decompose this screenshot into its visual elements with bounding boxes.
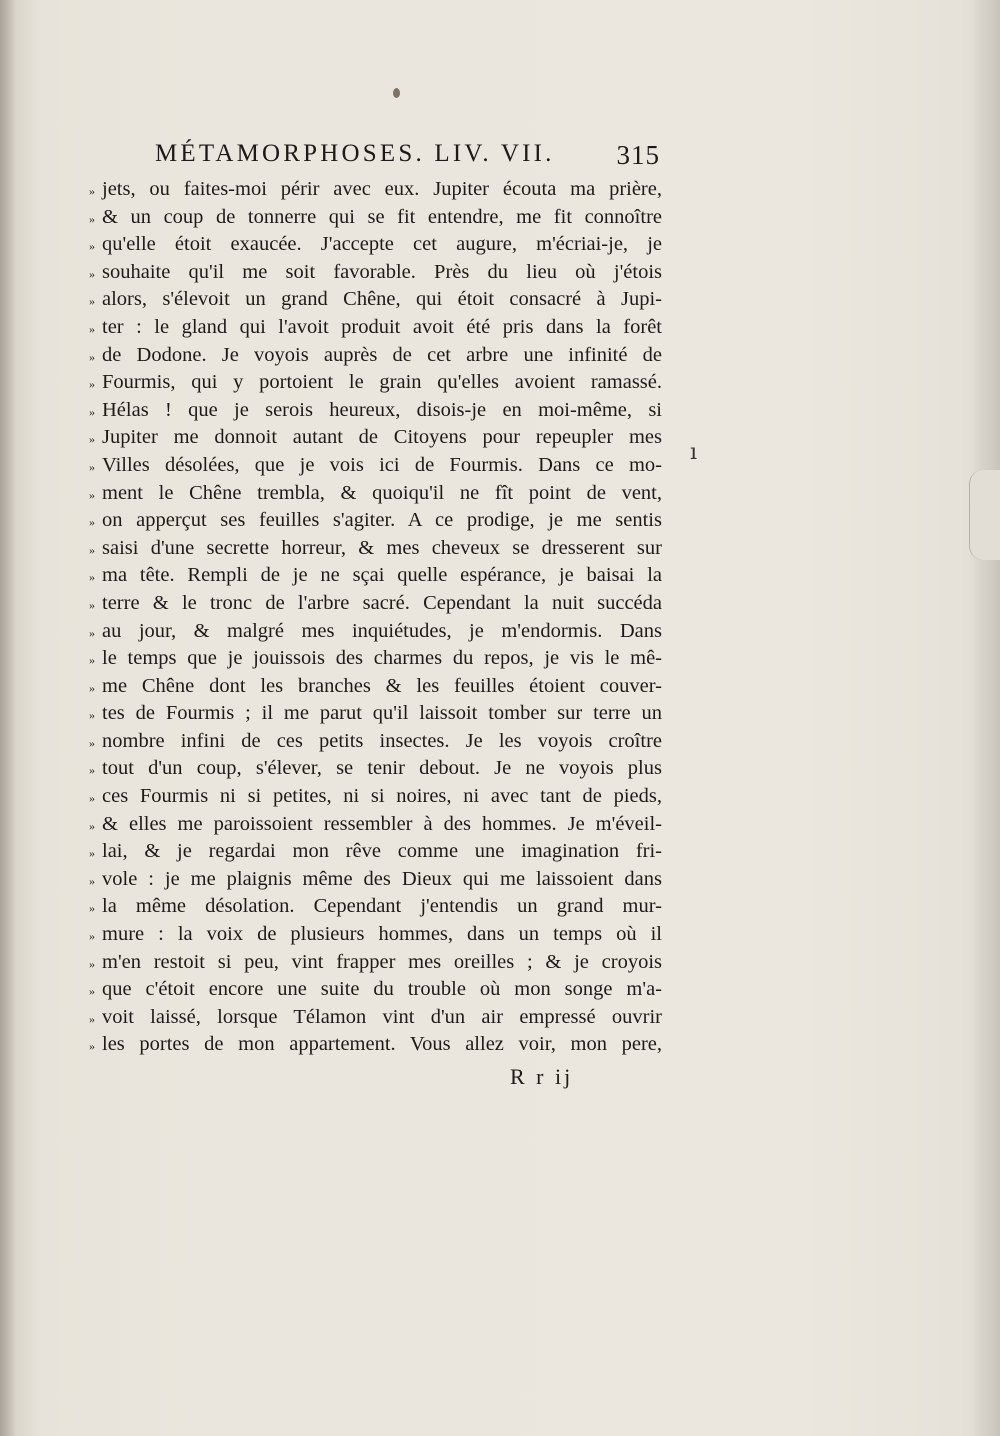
line-text: mure : la voix de plusieurs hommes, dans un temps où il (102, 923, 662, 946)
quotation-mark: » (89, 653, 95, 668)
quotation-mark: » (89, 873, 95, 888)
text-line (82, 673, 662, 701)
quotation-mark: » (89, 901, 95, 916)
quotation-mark: » (89, 184, 95, 198)
text-line (82, 921, 662, 949)
line-text: ment le Chêne trembla, & quoiqu'il ne fît point de vent, (102, 481, 662, 504)
line-text: Fourmis, qui y portoient le grain qu'elles avoient ramassé. (102, 371, 662, 394)
text-line (82, 590, 662, 618)
line-text: au jour, & malgré mes inquiétudes, je m'endormis. Dans (102, 619, 662, 642)
text-line (82, 259, 662, 287)
quotation-mark: » (89, 984, 95, 999)
text-line (82, 838, 662, 866)
line-text: nombre infini de ces petits insectes. Je les voyois croître (102, 729, 662, 752)
quotation-mark: » (89, 1039, 95, 1054)
text-line (82, 618, 662, 646)
quotation-mark: » (89, 432, 95, 447)
text-line (82, 893, 662, 921)
quotation-mark: » (89, 708, 95, 723)
quotation-mark: » (89, 597, 95, 612)
text-line (82, 562, 662, 590)
line-text: que c'étoit encore une suite du trouble où mon songe m'a- (102, 978, 662, 1001)
text-line (82, 783, 662, 811)
line-text: Jupiter me donnoit autant de Citoyens pour repeupler mes (102, 426, 662, 449)
page-header (155, 140, 660, 176)
line-text: la même désolation. Cependant j'entendis un grand mur- (102, 895, 662, 918)
quotation-mark: » (89, 349, 95, 364)
text-line (82, 204, 662, 232)
ink-speck (393, 88, 400, 98)
line-text: jets, ou faites-moi périr avec eux. Jupiter écouta ma prière, (102, 178, 662, 200)
quotation-mark: » (89, 377, 95, 392)
text-line (82, 342, 662, 370)
text-line (82, 976, 662, 1004)
quotation-mark: » (89, 459, 95, 474)
binding-gutter (0, 0, 16, 1436)
line-text: le temps que je jouissois des charmes du repos, je vis le mê- (102, 647, 662, 670)
quotation-mark: » (89, 404, 95, 419)
text-line (82, 507, 662, 535)
line-text: terre & le tronc de l'arbre sacré. Cependant la nuit succéda (102, 591, 662, 614)
text-line (82, 811, 662, 839)
quotation-mark: » (89, 818, 95, 833)
text-line (82, 480, 662, 508)
text-line (82, 397, 662, 425)
quotation-mark: » (89, 266, 95, 281)
line-text: & un coup de tonnerre qui se fit entendre, me fit connoître (102, 205, 662, 228)
line-text: qu'elle étoit exaucée. J'accepte cet augure, m'écriai-je, je (102, 233, 662, 256)
text-line (82, 369, 662, 397)
quotation-mark: » (89, 542, 95, 557)
text-line (82, 231, 662, 259)
line-text: ter : le gland qui l'avoit produit avoit été pris dans la forêt (102, 315, 662, 338)
quotation-mark: » (89, 763, 95, 778)
quotation-mark: » (89, 680, 95, 695)
page-edge (972, 0, 1000, 1436)
quotation-mark: » (89, 294, 95, 309)
line-text: ma tête. Rempli de je ne sçai quelle espérance, je baisai la (102, 564, 662, 587)
quotation-mark: » (89, 239, 95, 254)
text-line (82, 424, 662, 452)
line-text: vole : je me plaignis même des Dieux qui me laissoient dans (102, 867, 662, 890)
text-line (82, 286, 662, 314)
quotation-mark: » (89, 846, 95, 861)
text-line (82, 1004, 662, 1032)
quotation-mark: » (89, 625, 95, 640)
line-text: souhaite qu'il me soit favorable. Près du lieu où j'étois (102, 260, 662, 283)
text-line (82, 866, 662, 894)
page-number: 315 (616, 140, 660, 170)
page-tab-notch (969, 470, 1000, 560)
line-text: alors, s'élevoit un grand Chêne, qui étoit consacré à Jupi- (102, 288, 662, 311)
quotation-mark: » (89, 1011, 95, 1026)
line-text: ces Fourmis ni si petites, ni si noires, ni avec tant de pieds, (102, 785, 662, 808)
line-text: Hélas ! que je serois heureux, disois-je en moi-même, si (102, 398, 662, 421)
text-line (82, 700, 662, 728)
line-text: Villes désolées, que je vois ici de Fourmis. Dans ce mo- (102, 453, 662, 476)
text-line (82, 755, 662, 783)
quotation-mark: » (89, 211, 95, 226)
line-text: me Chêne dont les branches & les feuilles étoient couver- (102, 674, 662, 697)
text-line (82, 535, 662, 563)
text-line (82, 176, 662, 204)
quotation-mark: » (89, 321, 95, 336)
line-text: m'en restoit si peu, vint frapper mes oreilles ; & je croyois (102, 950, 662, 973)
line-text: les portes de mon appartement. Vous allez voir, mon pere, (102, 1033, 662, 1056)
margin-mark: ı (690, 440, 698, 465)
text-line (82, 645, 662, 673)
line-text: tout d'un coup, s'élever, se tenir debout. Je ne voyois plus (102, 757, 662, 780)
quotation-mark: » (89, 735, 95, 750)
line-text: saisi d'une secrette horreur, & mes cheveux se dresserent sur (102, 536, 662, 559)
line-text: & elles me paroissoient ressembler à des hommes. Je m'éveil- (102, 812, 662, 835)
line-text: lai, & je regardai mon rêve comme une imagination fri- (102, 840, 662, 863)
line-text: de Dodone. Je voyois auprès de cet arbre une infinité de (102, 343, 662, 366)
quotation-mark: » (89, 929, 95, 944)
quotation-mark: » (89, 956, 95, 971)
signature-mark: R r ij (510, 1064, 574, 1089)
text-line (82, 452, 662, 480)
body-text (82, 176, 662, 1059)
quotation-mark: » (89, 791, 95, 806)
quotation-mark: » (89, 515, 95, 530)
line-text: tes de Fourmis ; il me parut qu'il laissoit tomber sur terre un (102, 702, 662, 725)
quotation-mark: » (89, 487, 95, 502)
running-title: MÉTAMORPHOSES. LIV. VII. (155, 140, 555, 167)
line-text: voit laissé, lorsque Télamon vint d'un air empressé ouvrir (102, 1005, 662, 1028)
line-text: on apperçut ses feuilles s'agiter. A ce prodige, je me sentis (102, 509, 662, 532)
text-line (82, 949, 662, 977)
text-line (82, 1031, 662, 1059)
text-line (82, 728, 662, 756)
text-line (82, 314, 662, 342)
quotation-mark: » (89, 570, 95, 585)
